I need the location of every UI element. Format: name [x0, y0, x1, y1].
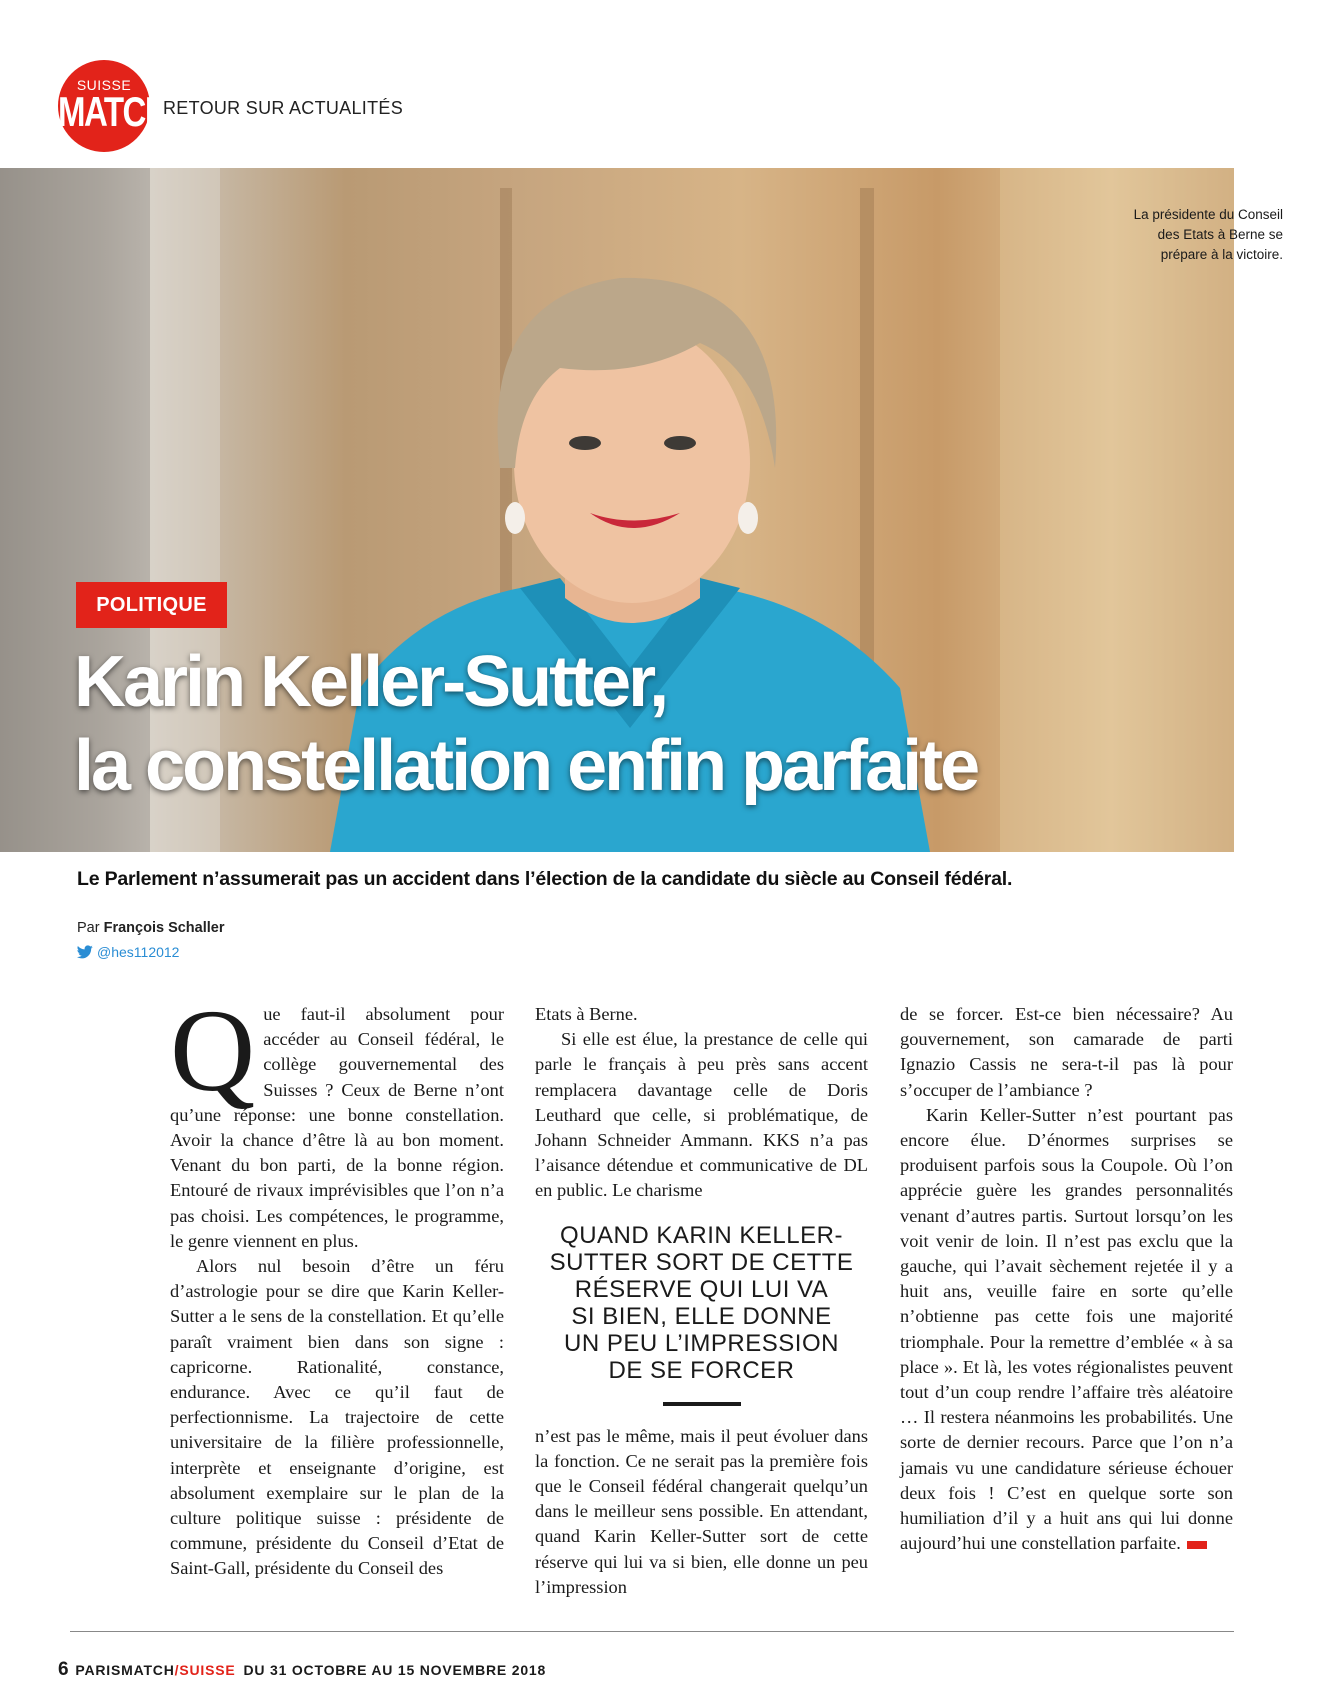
folio-brand: PARISMATCH: [75, 1662, 175, 1678]
article-paragraph: Etats à Berne.: [535, 1004, 638, 1024]
headline-line-1: Karin Keller-Sutter,: [74, 642, 667, 722]
folio-date: DU 31 OCTOBRE AU 15 NOVEMBRE 2018: [243, 1662, 547, 1678]
twitter-bird-icon: [77, 945, 93, 959]
section-title: RETOUR SUR ACTUALITÉS: [163, 98, 404, 118]
logo-bottom-text: MATCH: [58, 88, 168, 135]
pull-quote-rule: [663, 1402, 741, 1406]
category-tag: POLITIQUE: [76, 582, 227, 628]
folio-edition: SUISSE: [179, 1662, 236, 1678]
pull-quote: [535, 1222, 868, 1406]
photo-caption: [1083, 205, 1283, 265]
article-column-1: [170, 985, 504, 1582]
caption-line: prépare à la victoire.: [1160, 247, 1283, 262]
article-paragraph: n’est pas le même, mais il peut évoluer dans la fonction. Ce ne serait pas la première fois que le Conseil fédéral changerait quelqu’un dans le meilleur sens possible. En attendant, quand Karin Keller-Sutter sort de cette réserve qui lui va si bien, elle donne un peu l’impression: [535, 1425, 868, 1597]
article-column-3: [900, 1002, 1233, 1556]
article-column-2: [535, 1002, 868, 1600]
drop-cap: Q: [170, 985, 256, 1116]
pull-quote-line: UN PEU L’IMPRESSION: [564, 1329, 839, 1357]
pull-quote-line: SUTTER SORT DE CETTE: [549, 1248, 854, 1276]
byline-prefix: Par: [77, 920, 100, 936]
pull-quote-line: QUAND KARIN KELLER-: [560, 1221, 843, 1249]
byline: [77, 920, 225, 936]
page-number: 6: [58, 1659, 70, 1680]
article-paragraph: Alors nul besoin d’être un féru d’astrologie pour se dire que Karin Keller-Sutter a le sens de la constellation. Et qu’elle paraît vraiment bien dans son signe : capricorne. Rationalité, constance, endurance. Avec ce qu’il faut de perfectionnisme. La trajectoire de cette universitaire de la filière professionnelle, interprète et enseignante d’origine, est absolument exemplaire sur le plan de la culture politique suisse : présidente de commune, présidente du Conseil d’Etat de Saint-Gall, présidente du Conseil des: [170, 1256, 504, 1579]
article-subhead: Le Parlement n’assumerait pas un accident dans l’élection de la candidate du siècle au Conseil fédéral.: [77, 868, 1013, 890]
article-paragraph: Karin Keller-Sutter n’est pourtant pas encore élue. D’énormes surprises se produisent parfois sous la Coupole. Où l’on apprécie guère les grandes personnalités venant d’autres partis. Surtout lorsqu’on les voit venir de loin. Il n’est pas exclu que la gauche, qui l’avait sèchement rejetée il y a huit ans, veuille faire en sorte qu’elle n’obtienne pas cette fois une majorité triomphale. Pour la remettre d’emblée « à sa place ». Et là, les votes régionalistes peuvent tout d’un coup rendre l’affaire très aléatoire … Il restera néanmoins les probabilités. Une sorte de dernier recours. Parce que l’on n’a jamais vu une candidature sérieuse échouer deux fois ! C’est en quelque sorte son humiliation d’il y a huit ans qui lui donne aujourd’hui une constellation parfaite.: [900, 1104, 1233, 1554]
logo-top-text: SUISSE: [76, 77, 132, 93]
caption-line: La présidente du Conseil: [1133, 207, 1283, 222]
page-folio: [58, 1659, 546, 1681]
headline-line-2: la constellation enfin parfaite: [74, 726, 978, 806]
footer-rule: [70, 1631, 1234, 1632]
caption-line: des Etats à Berne se: [1157, 227, 1283, 242]
article-headline: [74, 640, 1234, 808]
folio-slash: /: [174, 1662, 180, 1678]
handle-text: @hes112012: [97, 944, 180, 960]
article-paragraph: Si elle est élue, la prestance de celle qui parle le français à peu près sans accent remplacera davantage celle de Doris Leuthard que celle, si problématique, de Johann Schneider Ammann. KKS n’a pas l’aisance détendue et communicative de DL en public. Le charisme: [535, 1029, 868, 1201]
pull-quote-line: RÉSERVE QUI LUI VA: [574, 1275, 829, 1303]
article-paragraph: Que faut-il absolument pour accéder au Conseil fédéral, le collège gouvernemental des Suisses ? Ceux de Berne n’ont qu’une réponse: une bonne constellation. Avoir la chance d’être là au bon moment. Venant du bon parti, de la bonne région. Entouré de rivaux imprévisibles que l’on n’a pas choisi. Les compétences, le programme, le genre viennent en plus.: [170, 985, 504, 1251]
end-of-article-mark: [1187, 1541, 1207, 1549]
suisse-match-logo: [58, 60, 168, 152]
article-paragraph: de se forcer. Est-ce bien nécessaire? Au gouvernement, son camarade de parti Ignazio Cassis ne sera-t-il pas là pour s’occuper de l’ambiance ?: [900, 1004, 1233, 1100]
author-name: François Schaller: [103, 920, 225, 936]
twitter-handle[interactable]: [77, 944, 179, 960]
pull-quote-line: SI BIEN, ELLE DONNE: [571, 1302, 832, 1330]
pull-quote-line: DE SE FORCER: [608, 1356, 795, 1384]
